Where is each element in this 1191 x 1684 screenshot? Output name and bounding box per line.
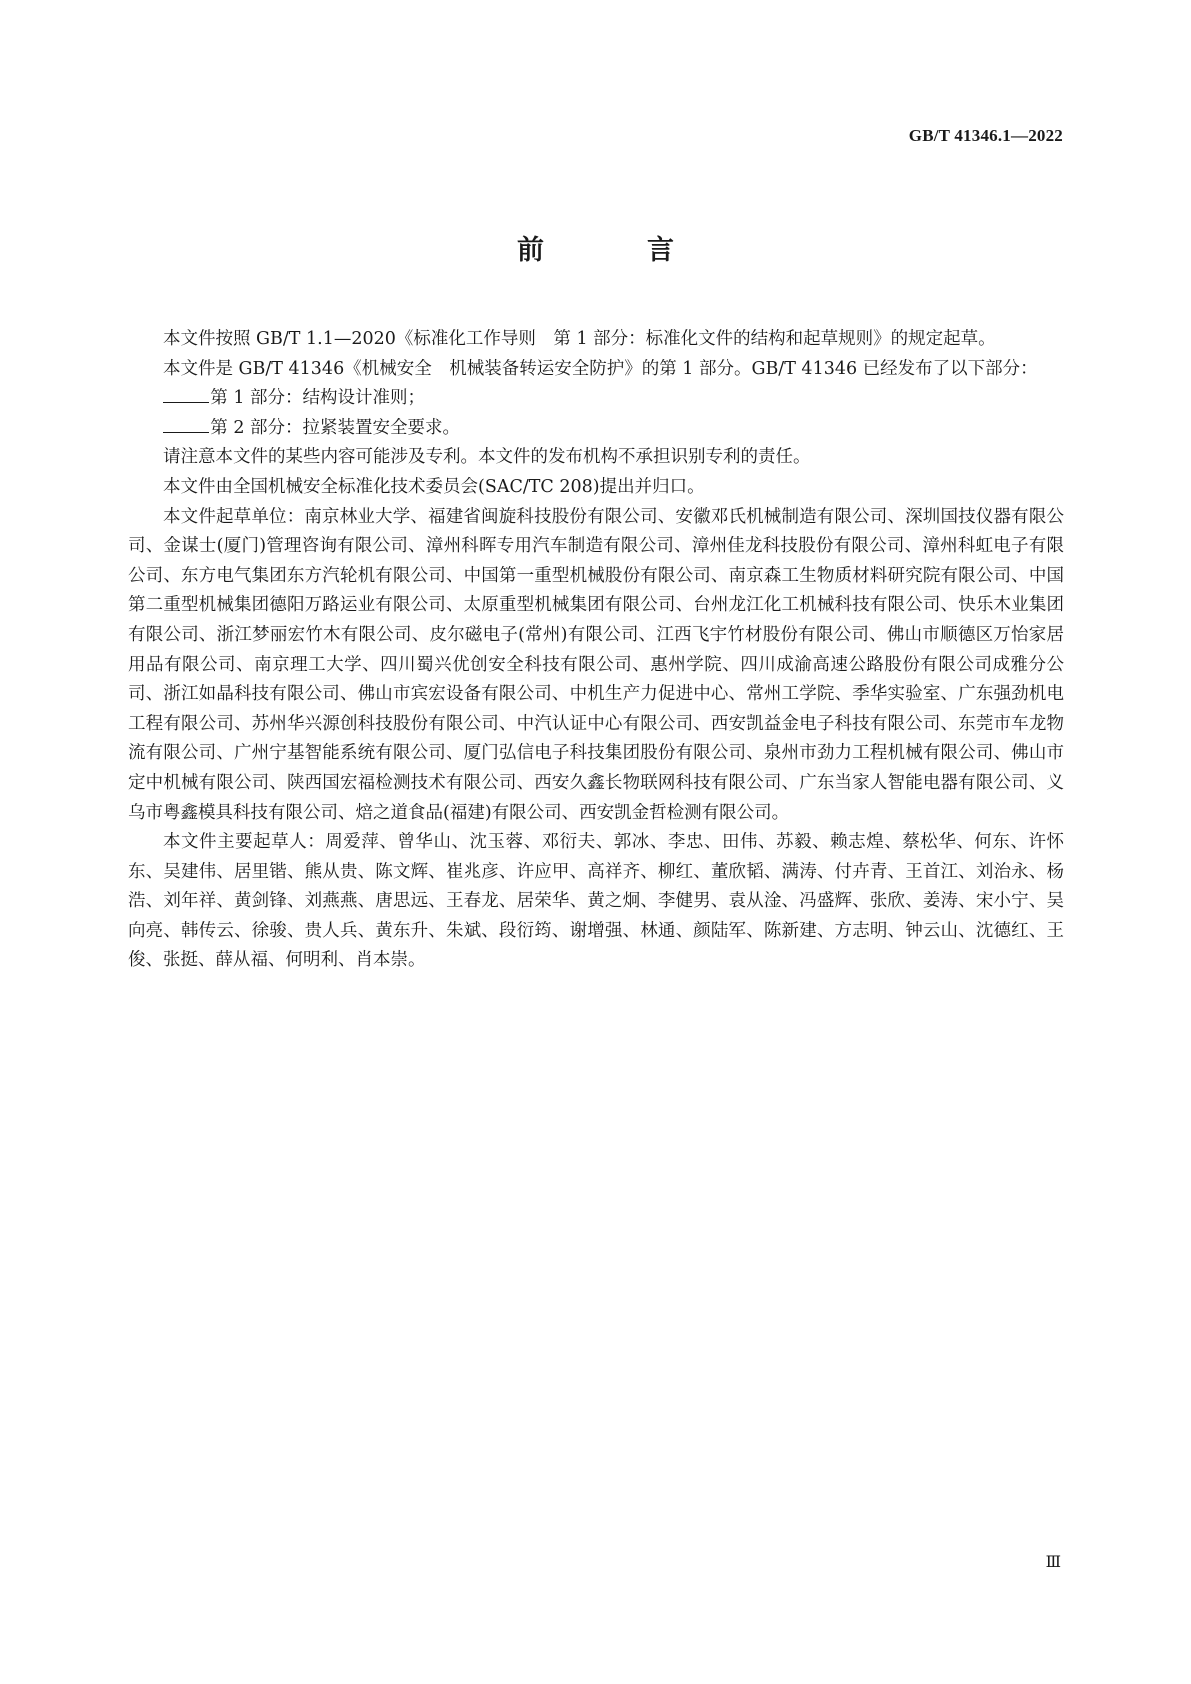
paragraph-patent-notice: 请注意本文件的某些内容可能涉及专利。本文件的发布机构不承担识别专利的责任。 — [163, 447, 811, 468]
em-dash-mark — [163, 422, 209, 433]
list-item — [128, 384, 1064, 414]
list-item — [128, 414, 1064, 444]
page-number: Ⅲ — [1045, 1554, 1061, 1571]
paragraph-drafters: 本文件主要起草人：周爱萍、曾华山、沈玉蓉、邓衍夫、郭冰、李忠、田伟、苏毅、赖志煌、蔡松华、何东、许怀东、吴建伟、居里锴、熊从贵、陈文辉、崔兆彦、许应甲、高祥齐、柳红、董欣韬、满涛、付卉青、王首江、刘治永、杨浩、刘年祥、黄剑锋、刘燕燕、唐思远、王春龙、居荣华、黄之炯、李健男、袁从淦、冯盛辉、张欣、姜涛、宋小宁、吴向亮、韩传云、徐骏、贵人兵、黄东升、朱斌、段衍筠、谢增强、林通、颜陆军、陈新建、方志明、钟云山、沈德红、王俊、张挺、薛从福、何明利、肖本崇。 — [128, 832, 1064, 971]
foreword-body — [128, 325, 1064, 976]
page-title: 前 言 — [517, 235, 712, 266]
list-item-text: 第 1 部分：结构设计准则； — [210, 388, 426, 409]
paragraph-drafting-rules: 本文件按照 GB/T 1.1—2020《标准化工作导则 第 1 部分：标准化文件的结构和起草规则》的规定起草。 — [163, 329, 996, 349]
paragraph-drafting-units: 本文件起草单位：南京林业大学、福建省闽旋科技股份有限公司、安徽邓氏机械制造有限公司、深圳国技仪器有限公司、金谋士(厦门)管理咨询有限公司、漳州科晖专用汽车制造有限公司、漳州佳龙科技股份有限公司、漳州科虹电子有限公司、东方电气集团东方汽轮机有限公司、中国第一重型机械股份有限公司、南京森工生物质材料研究院有限公司、中国第二重型机械集团德阳万路运业有限公司、太原重型机械集团有限公司、台州龙江化工机械科技有限公司、快乐木业集团有限公司、浙江梦丽宏竹木有限公司、皮尔磁电子(常州)有限公司、江西飞宇竹材股份有限公司、佛山市顺德区万怡家居用品有限公司、南京理工大学、四川蜀兴优创安全科技有限公司、惠州学院、四川成渝高速公路股份有限公司成雅分公司、浙江如晶科技有限公司、佛山市宾宏设备有限公司、中机生产力促进中心、常州工学院、季华实验室、广东强劲机电工程有限公司、苏州华兴源创科技股份有限公司、中汽认证中心有限公司、西安凯益金电子科技有限公司、东莞市车龙物流有限公司、广州宁基智能系统有限公司、厦门弘信电子科技集团股份有限公司、泉州市劲力工程机械有限公司、佛山市定中机械有限公司、陕西国宏福检测技术有限公司、西安久鑫长物联网科技有限公司、广东当家人智能电器有限公司、义乌市粤鑫模具科技有限公司、焙之道食品(福建)有限公司、西安凯金哲检测有限公司。 — [128, 506, 1064, 823]
paragraph-committee: 本文件由全国机械安全标准化技术委员会(SAC/TC 208)提出并归口。 — [163, 476, 705, 497]
em-dash-mark — [163, 393, 209, 404]
list-item-text: 第 2 部分：拉紧装置安全要求。 — [210, 417, 461, 438]
parts-list — [128, 384, 1064, 443]
standard-code: GB/T 41346.1—2022 — [908, 126, 1063, 145]
paragraph-series-intro: 本文件是 GB/T 41346《机械安全 机械装备转运安全防护》的第 1 部分。GB/T 41346 已经发布了以下部分： — [163, 358, 1038, 379]
